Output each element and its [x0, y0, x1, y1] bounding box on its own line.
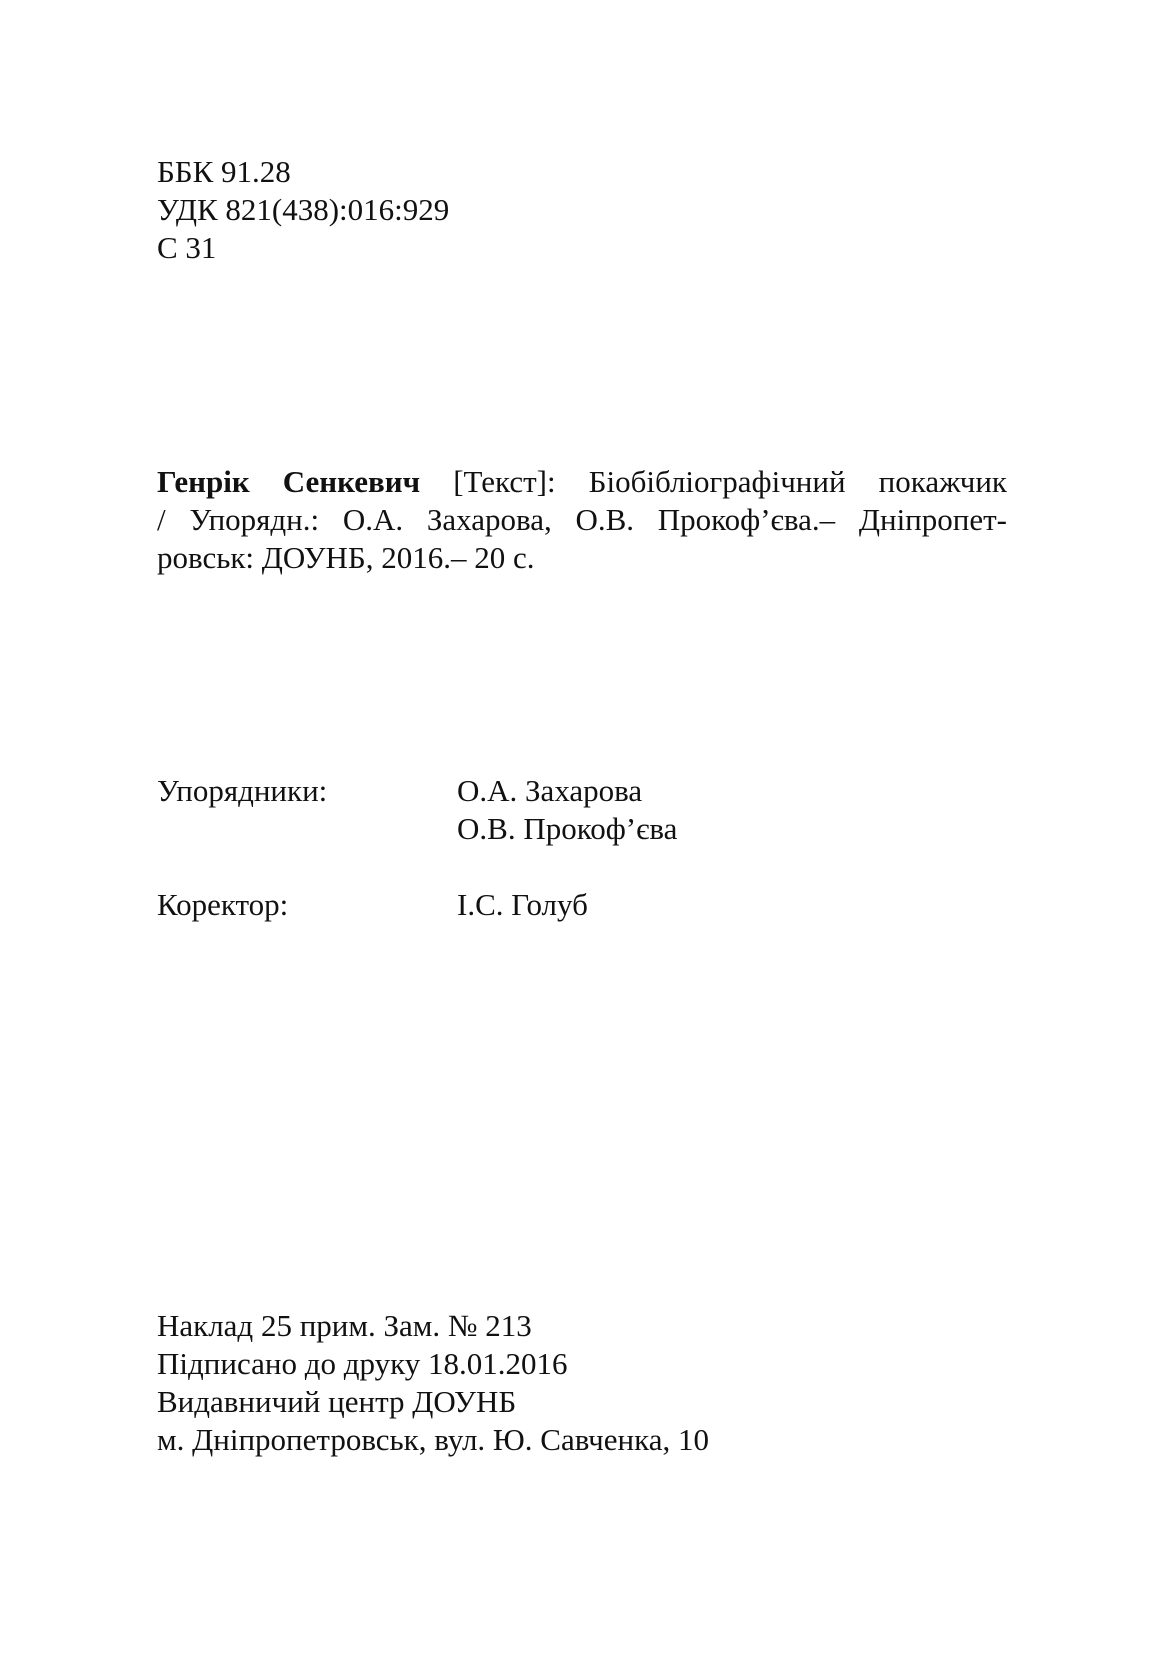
author-code: С 31: [157, 230, 217, 265]
compilers-row: [157, 772, 1007, 848]
publisher: Видавничий центр ДОУНБ: [157, 1384, 517, 1419]
bibliography-line-3: ровськ: ДОУНБ, 2016.– 20 с.: [157, 540, 535, 575]
corrector-row: [157, 886, 1007, 924]
bibliographic-description: [157, 463, 1007, 577]
publisher-address: м. Дніпропетровськ, вул. Ю. Савченка, 10: [157, 1422, 709, 1457]
imprint-block: [157, 1307, 709, 1459]
compilers-label: Упорядники:: [157, 773, 328, 808]
corrector-list: [457, 886, 588, 924]
bbk-code: ББК 91.28: [157, 154, 291, 189]
credits-block: [157, 772, 1007, 924]
book-title: Генрік Сенкевич: [157, 464, 421, 499]
print-run: Наклад 25 прим. Зам. № 213: [157, 1308, 532, 1343]
udk-code: УДК 821(438):016:929: [157, 192, 450, 227]
corrector-label: Коректор:: [157, 887, 289, 922]
compiler-name: О.А. Захарова: [457, 773, 643, 808]
compiler-name: О.В. Прокоф’єва: [457, 811, 678, 846]
signed-to-print: Підписано до друку 18.01.2016: [157, 1346, 568, 1381]
bibliography-line-2: / Упорядн.: О.А. Захарова, О.В. Прокоф’єва.– Дніпропет-: [157, 502, 1007, 537]
bibliography-line-1: [157, 463, 1007, 501]
bibliography-line-1-rest: [Текст]: Біобібліографічний покажчик: [420, 464, 1007, 499]
classification-block: [157, 153, 449, 267]
corrector-name: І.С. Голуб: [457, 887, 588, 922]
compilers-list: [457, 772, 677, 848]
